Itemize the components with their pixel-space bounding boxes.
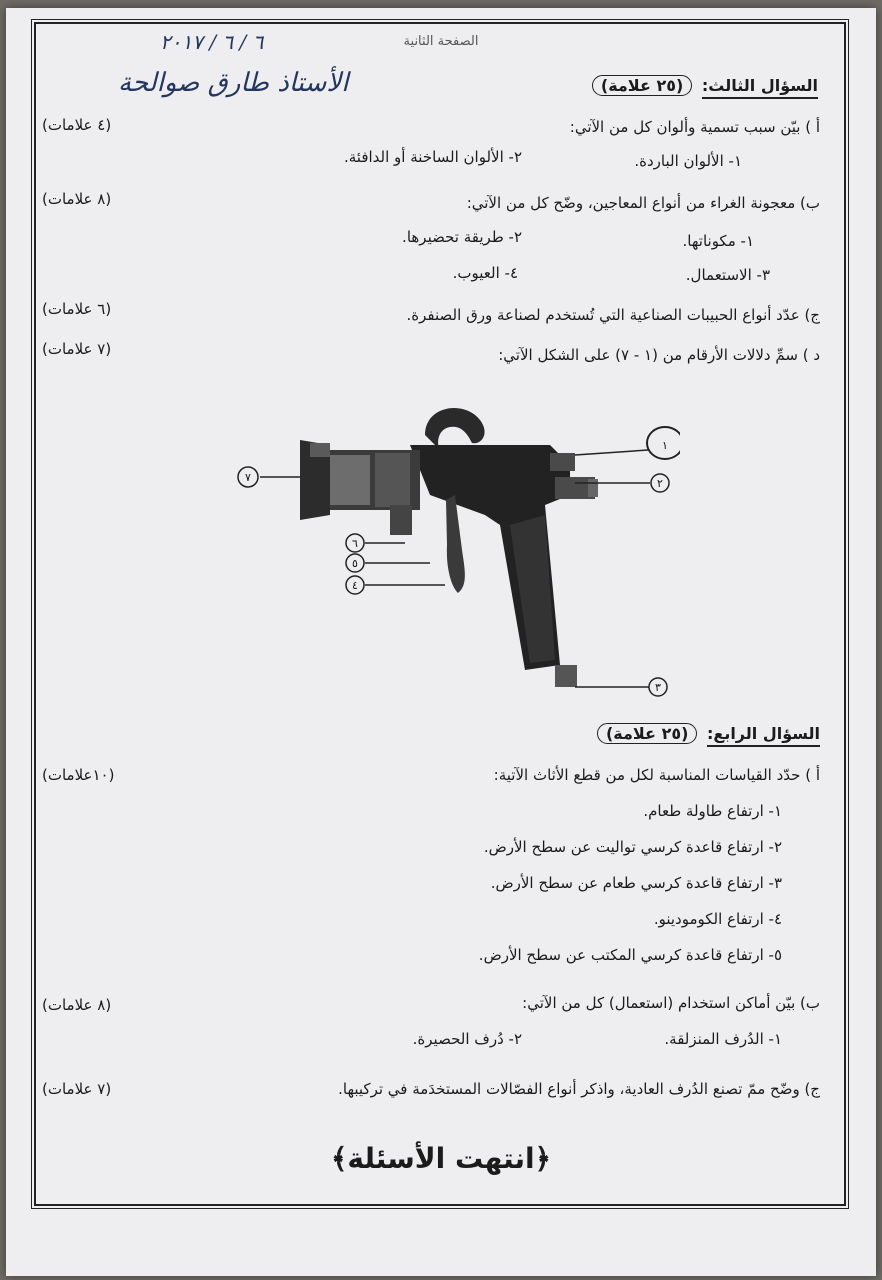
callout-1: ١ — [662, 439, 668, 452]
q4-a-item-3: ٣- ارتفاع قاعدة كرسي طعام عن سطح الأرض. — [490, 874, 782, 892]
callout-5: ٥ — [352, 557, 358, 570]
q3-b-item-3: ٣- الاستعمال. — [685, 266, 770, 284]
q3-title — [592, 76, 818, 95]
q4-b-text: ب) بيّن أماكن استخدام (استعمال) كل من الآتي: — [522, 994, 820, 1012]
handwritten-teacher-name: الأستاذ طارق صوالحة — [118, 68, 349, 98]
q4-a-marks: (١٠علامات) — [42, 766, 115, 784]
q3-c-marks: (٦ علامات) — [42, 300, 112, 318]
q3-d-marks: (٧ علامات) — [42, 340, 112, 358]
q3-a-item-2: ٢- الألوان الساخنة أو الدافئة. — [344, 148, 522, 166]
q4-a-item-5: ٥- ارتفاع قاعدة كرسي المكتب عن سطح الأرض. — [478, 946, 782, 964]
q4-title-main: السؤال الرابع: — [707, 724, 820, 747]
end-of-questions: ﴿انتهت الأسئلة﴾ — [330, 1142, 552, 1175]
q3-b-item-1: ١- مكوناتها. — [682, 232, 754, 250]
q3-b-item-4: ٤- العيوب. — [452, 264, 518, 282]
q3-title-main: السؤال الثالث: — [702, 76, 818, 99]
q4-b-item-1: ١- الدُرف المنزلقة. — [664, 1030, 782, 1048]
spray-gun-figure — [200, 395, 680, 705]
q4-title-points: (٢٥ علامة) — [597, 723, 697, 744]
q4-c-marks: (٧ علامات) — [42, 1080, 112, 1098]
q3-title-points: (٢٥ علامة) — [592, 75, 692, 96]
q4-c-text: ج) وضّح ممّ تصنع الدُرف العادية، واذكر أنواع الفصّالات المستخدَمة في تركيبها. — [338, 1080, 820, 1098]
q3-b-item-2: ٢- طريقة تحضيرها. — [402, 228, 522, 246]
q4-a-text: أ ) حدّد القياسات المناسبة لكل من قطع الأثاث الآتية: — [493, 766, 820, 784]
q4-a-item-1: ١- ارتفاع طاولة طعام. — [643, 802, 782, 820]
callout-7: ٧ — [245, 471, 251, 484]
callout-2: ٢ — [657, 477, 663, 490]
callout-3: ٣ — [655, 681, 661, 694]
q4-a-item-4: ٤- ارتفاع الكومودينو. — [653, 910, 782, 928]
q3-d-text: د ) سمِّ دلالات الأرقام من (١ - ٧) على الشكل الآتي: — [498, 346, 820, 364]
q4-b-item-2: ٢- دُرف الحصيرة. — [412, 1030, 522, 1048]
q3-c-text: ج) عدّد أنواع الحبيبات الصناعية التي تُستخدم لصناعة ورق الصنفرة. — [406, 306, 820, 324]
q3-b-marks: (٨ علامات) — [42, 190, 112, 208]
q3-b-text: ب) معجونة الغراء من أنواع المعاجين، وضّح كل من الآتي: — [466, 194, 820, 212]
handwritten-date: ٦ / ٦ / ٢٠١٧ — [160, 30, 264, 54]
q3-a-text: أ ) بيّن سبب تسمية وألوان كل من الآتي: — [569, 118, 820, 136]
q4-b-marks: (٨ علامات) — [42, 996, 112, 1014]
callout-6: ٦ — [352, 537, 358, 550]
callout-4: ٤ — [352, 579, 358, 592]
page-label: الصفحة الثانية — [403, 34, 479, 49]
q3-a-marks: (٤ علامات) — [42, 116, 112, 134]
q4-a-item-2: ٢- ارتفاع قاعدة كرسي تواليت عن سطح الأرض. — [483, 838, 782, 856]
q3-a-item-1: ١- الألوان الباردة. — [634, 152, 742, 170]
q4-title — [597, 724, 820, 743]
